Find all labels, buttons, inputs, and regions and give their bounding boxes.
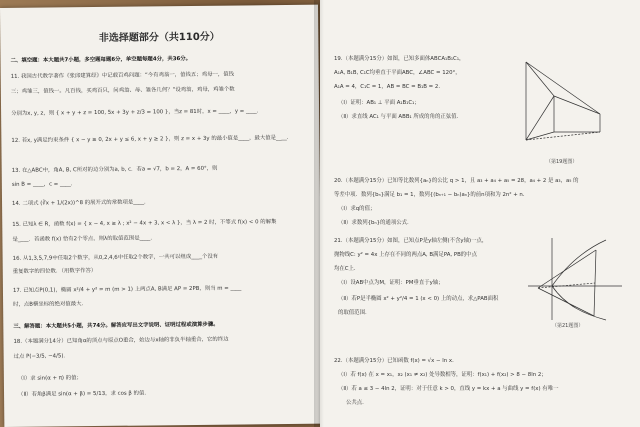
q17-line-1: 17. 已知点P(0,1)，椭圆 x²/4 + y² = m (m > 1) 上两点A, B满足 AP = 2PB，则当 m = ____ xyxy=(12,285,242,294)
q14-line: 14. 二项式 (∛x + 1/(2x))^8 的展开式的常数项是____. xyxy=(12,199,146,207)
polyhedron-figure xyxy=(512,52,622,160)
q15-line-1: 15. 已知λ ∈ R，函数 f(x) = { x − 4, x ≥ λ ; x² − 4x + 3, x < λ }，当 λ = 2 时，不等式 f(x) < 0 的解集 xyxy=(12,219,277,228)
q13-line-2: sin B = ____，c = ____. xyxy=(11,181,73,188)
q19-line-2: A₁A, B₁B, C₁C均垂直于平面ABC，∠ABC = 120°， xyxy=(334,70,461,76)
q21-line-2: 抛物线C: y² = 4x 上存在不同的两点A, B满足PA, PB的中点 xyxy=(334,252,477,258)
q17-line-2: 时，点B横坐标的绝对值最大. xyxy=(13,301,84,308)
section-answer-heading: 三、解答题：本大题共5小题，共74分。解答应写出文字说明、证明过程或演算步骤。 xyxy=(13,321,219,330)
fig21-caption: （第21题图） xyxy=(552,323,584,329)
q22-line-1: 22.（本题满分15分）已知函数 f(x) = √x − ln x． xyxy=(334,358,458,364)
q19-part-2: （Ⅱ）求直线 AC₁ 与平面 ABB₁ 所成的角的正弦值. xyxy=(338,114,459,120)
q21-line-1: 21.（本题满分15分）如图，已知点P是y轴左侧(不含y轴)一点， xyxy=(334,238,488,244)
q11-line-2: 三；鸡雏三，值钱一。凡百钱，买鸡百只，问鸡翁、母、雏各几何？”设鸡翁，鸡母，鸡雏个数 xyxy=(10,86,235,95)
right-exam-page xyxy=(320,0,640,427)
q19-line-1: 19.（本题满分15分）如图，已知多面体ABCA₁B₁C₁， xyxy=(334,56,465,62)
q18-part-2: （Ⅱ）若角β满足 sin(α + β) = 5/13，求 cos β 的值. xyxy=(18,390,147,398)
q18-line-2: 过点 P(−3/5, −4/5)． xyxy=(13,353,69,360)
q12-line-1: 12. 若x, y满足约束条件 { x − y ≥ 0, 2x + y ≤ 6, x + y ≥ 2 }，则 z = x + 3y 的最小值是____，最大值是____. xyxy=(11,134,289,144)
q21-part-1: （Ⅰ）设AB中点为M，证明：PM垂直于y轴； xyxy=(338,280,444,286)
q20-part-1: （Ⅰ）求q的值； xyxy=(338,206,376,212)
section-fill-in-heading: 二、填空题：本大题共7小题，多空题每题6分，单空题每题4分，共36分。 xyxy=(10,56,192,64)
q22-part-2-line-2: 公共点. xyxy=(346,400,364,406)
page-title: 非选择题部分（共110分） xyxy=(98,31,220,44)
q11-line-1: 11. 我国古代数学著作《张邱建算经》中记载百鸡问题：“今有鸡翁一，值钱五；鸡母一，值钱 xyxy=(10,71,235,80)
q19-line-3: A₁A = 4，C₁C = 1，AB = BC = B₁B = 2． xyxy=(334,84,444,90)
q18-line-1: 18.（本题满分14分）已知角α的顶点与原点O重合，始边与x轴的非负半轴重合，它的终边 xyxy=(13,336,229,345)
q21-part-2-line-2: 的取值范围. xyxy=(338,310,367,316)
fig19-caption: （第19题图） xyxy=(546,159,578,165)
q22-part-2-line-1: （Ⅱ）若 a ≤ 3 − 4ln 2，证明：对于任意 k > 0，直线 y = kx + a 与曲线 y = f(x) 有唯一 xyxy=(338,386,559,392)
q20-part-2: （Ⅱ）求数列{bₙ}的通项公式. xyxy=(338,220,409,226)
q19-part-1: （Ⅰ）证明：AB₁ ⊥ 平面 A₁B₁C₁； xyxy=(338,100,420,106)
q16-line-1: 16. 从1,3,5,7,9中任取2个数字，从0,2,4,6中任取2个数字，一共可以组成____个没有 xyxy=(12,253,219,262)
q16-line-2: 重复数字的四位数．（用数字作答） xyxy=(12,268,97,275)
q13-line-1: 13. 在△ABC中，角A, B, C所对的边分别为a, b, c．若a = √7，b = 2，A = 60°，则 xyxy=(11,165,218,174)
q11-line-3: 分别为x, y, z，则 { x + y + z = 100, 5x + 3y + z/3 = 100 }，当z = 81时，x = ____，y = ____. xyxy=(11,108,259,117)
q18-part-1: （Ⅰ）求 sin(α + π) 的值； xyxy=(17,375,82,382)
page-fold-shadow xyxy=(314,0,324,427)
q22-part-1: （Ⅰ）若 f(x) 在 x = x₁，x₂ (x₁ ≠ x₂) 处导数相等，证明：f(x₁) + f(x₂) > 8 − 8ln 2； xyxy=(338,372,547,378)
q15-line-2: 是____．若函数 f(x) 恰有2个零点，则λ的取值范围是____. xyxy=(12,235,153,243)
q20-line-1: 20.（本题满分15分）已知等比数列{aₙ}的公比 q > 1，且 a₃ + a₄ + a₅ = 28，a₄ + 2 是 a₃，a₅ 的 xyxy=(334,178,579,184)
q21-line-3: 均在C上． xyxy=(334,266,360,272)
q21-part-2-line-1: （Ⅱ）若P是半椭圆 x² + y²/4 = 1 (x < 0) 上的动点，求△PAB面积 xyxy=(338,296,499,302)
parabola-figure xyxy=(526,236,626,322)
q20-line-2: 等差中项．数列{bₙ}满足 b₁ = 1，数列{(bₙ₊₁ − bₙ)aₙ}的前n项和为 2n² + n． xyxy=(334,192,529,198)
left-exam-page xyxy=(0,5,322,427)
